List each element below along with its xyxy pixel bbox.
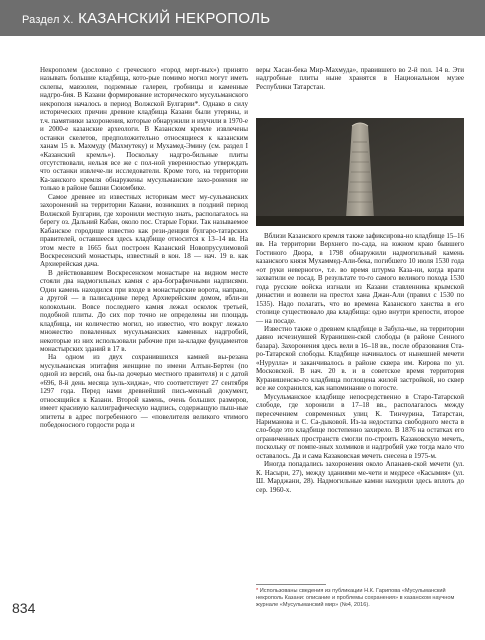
page-number: 834 [12, 600, 36, 616]
left-text-column [40, 66, 248, 429]
photo-illustration [256, 118, 464, 226]
footnote-marker: * [256, 588, 259, 594]
section-title [22, 10, 270, 27]
paragraph: Мусульманское кладбище непосредственно в Старо-Татарской слободе, где хоронили в 17–18 вв., располагалось между пересечением современных улиц К. Тинчурина, Татарстан, Наримaнова и С. Са-дыковой. Из-за недостатка свободного места в сло-боде это кладбище постепенно захирело. В 1876 на остатках его ограниченных пространств смогли по-строить Казаковскую мечеть, поскольку от помпе-зных холмиков и надгробий уже тогда мало что оставалось. Да и сама Казаковская мечеть снесена в 1975-м. [256, 392, 464, 460]
page-header-bar [0, 0, 485, 36]
paragraph: Вблизи Казанского кремля также зафиксирова-но кладбище 15–16 вв. На территории Верхнего по-сада, на южном краю бывшего Гостиного Двора, в 1798 обнаружили надмогильный камень казанского князя Мухаммед-Али-бека, погибшего 10 июля 1530 года «от руки неверного», т.е. во время штурма Каза-ни, когда враги захватили ее посад. В результате то-го самого великого похода 1530 года русские войска изгнали из Казани ставленника крымской династии и возвели на престол хана Джан-Али (правил с 1530 по 1535). Надо полагать, что во времена Казанского ханства в его столице существовало два кладбища: одно внутри крепости, второе — на посаде. [256, 232, 464, 325]
footnote-divider [256, 584, 326, 585]
section-name: КАЗАНСКИЙ НЕКРОПОЛЬ [78, 10, 271, 27]
paragraph: Иногда попадались захоронения около Апанаев-ской мечети (ул. К. Насыри, 27), между зданиями ме-чети и медресе «Касымия» (ул. Ш. Марджани, 28). Надмогильные камни находили здесь вплоть до сер. 1960-х. [256, 460, 464, 494]
paragraph: веры Хасан-бека Мир-Махмуда», правившего во 2-й пол. 14 в. Эти надгробные плиты ныне хранятся в Национальном музее Республики Татарстан. [256, 66, 464, 91]
paragraph: На одном из двух сохранившихся камней вы-резана мусульманская эпитафия женщине по имени Алтын-Бертен (по одной из версий, она бы-ла дочерью местного правителя) и с датой «696, 8-й день месяца зуль-хиджа», что соответствует 27 сентября 1297 года. Перед нами древнейший пись-менный документ, относящийся к Казани. Второй камень, очень больших размеров, имеет красивую каллиграфическую надпись, содержащую пыш-ные эпитеты в адрес погребенного — «повелителя великого чтимого победоносного гордости рода и [40, 353, 248, 430]
right-text-column-top [256, 66, 464, 91]
paragraph: Самое древнее из известных историкам мест му-сульманских захоронений на территории Казани, возникших в поздний период Волжской Булгарии, где хоронили местную знать, располагалось на берегу оз. Дальний Кабан, около пос. Старые Горки. Так называемое Кабанское городище известно как рези-денция булгаро-татарских правителей, оставшееся здесь кладбище относится к 13–14 вв. На этом месте в 1665 был построен Казанский Новопрусулимовой Воскресенский монастырь, известный в кон. 18 — нач. 19 в. как Архиерейская дача. [40, 192, 248, 269]
stone-slab-photo [256, 118, 464, 226]
paragraph: Известно также о древнем кладбище в Забула-чье, на территории давно исчезнувшей Куранишен-ской слободы (в районе Сенного базара). Захоронения здесь вели в 16–18 вв., после образования Ста-ро-Татарской слободы. Кладбище начиналось от нынешней мечети «Нурулла» и заканчивалось в районе сквера им. Кирова по ул. Московской. В нач. 20 в. и в советское время территория Куранишенско-го кладбища поглощена жилой застройкой, но сквер все же сохранился, как напоминание о погосте. [256, 324, 464, 393]
paragraph: В действовавшем Воскресенском монастыре на видном месте стояли два надмогильных камня с ара-бографичными надписями. Один камень находился при входе в монастырские ворота, направо, а другой — в палисаднике перед Архиерейским домом, вбли-зи колокольни. Вовсе последнего камня лежал осколок третьей, подобной плиты. До сих пор точно не определены ни площадь кладбища, ни количество могил, но известно, что вокруг лежало множество поваленных мусульманских каменных надгробий, некоторые из них использовали рабочие при за-кладке фундаментов монастырских зданий в 17 в. [40, 268, 248, 353]
footnote-text: Использованы сведения из публикации Н.К. Гарипова «Мусульманский некрополь Казани: описание и проблемы сохранения» в казанском научном журнале «Мусульманский мир» (№4, 2016). [256, 588, 455, 608]
right-text-column-main [256, 232, 464, 494]
section-number: Раздел X. [22, 14, 74, 26]
footnote [256, 588, 464, 609]
paragraph: Некрополем (дословно с греческого «город мерт-вых») принято называть большие кладбища, кото-рые помимо могил могут иметь склепы, мавзолеи, подземные галереи, гробницы и каменные надгро-бия. В Казани формирование исторического мусульманского некрополя началось в период Волжской Булгарии*. Однако в силу исторических причин древние кладбища Казани были утеряны, и т.ч. памятники захоронения, которые обнаружили и изучили в 1970-е и 2000-е казанские археологи. В Казанском кремле извлечены останки скелетов, предположительно относящиеся к казанским ханам 15 в. Махмуду (Махмутеку) и Мухамед-Эмину (см. раздел I «Казанский кремль»). Поскольку надгро-бильные плиты отсутствовали, нельзя все же с пол-ной уверенностью утверждать что останки извлече-ли исследователи. Кроме того, на территории Ка-занского кремля обнаружены мусульманские захо-ронения не только в районе башни Сююмбике. [40, 66, 248, 193]
